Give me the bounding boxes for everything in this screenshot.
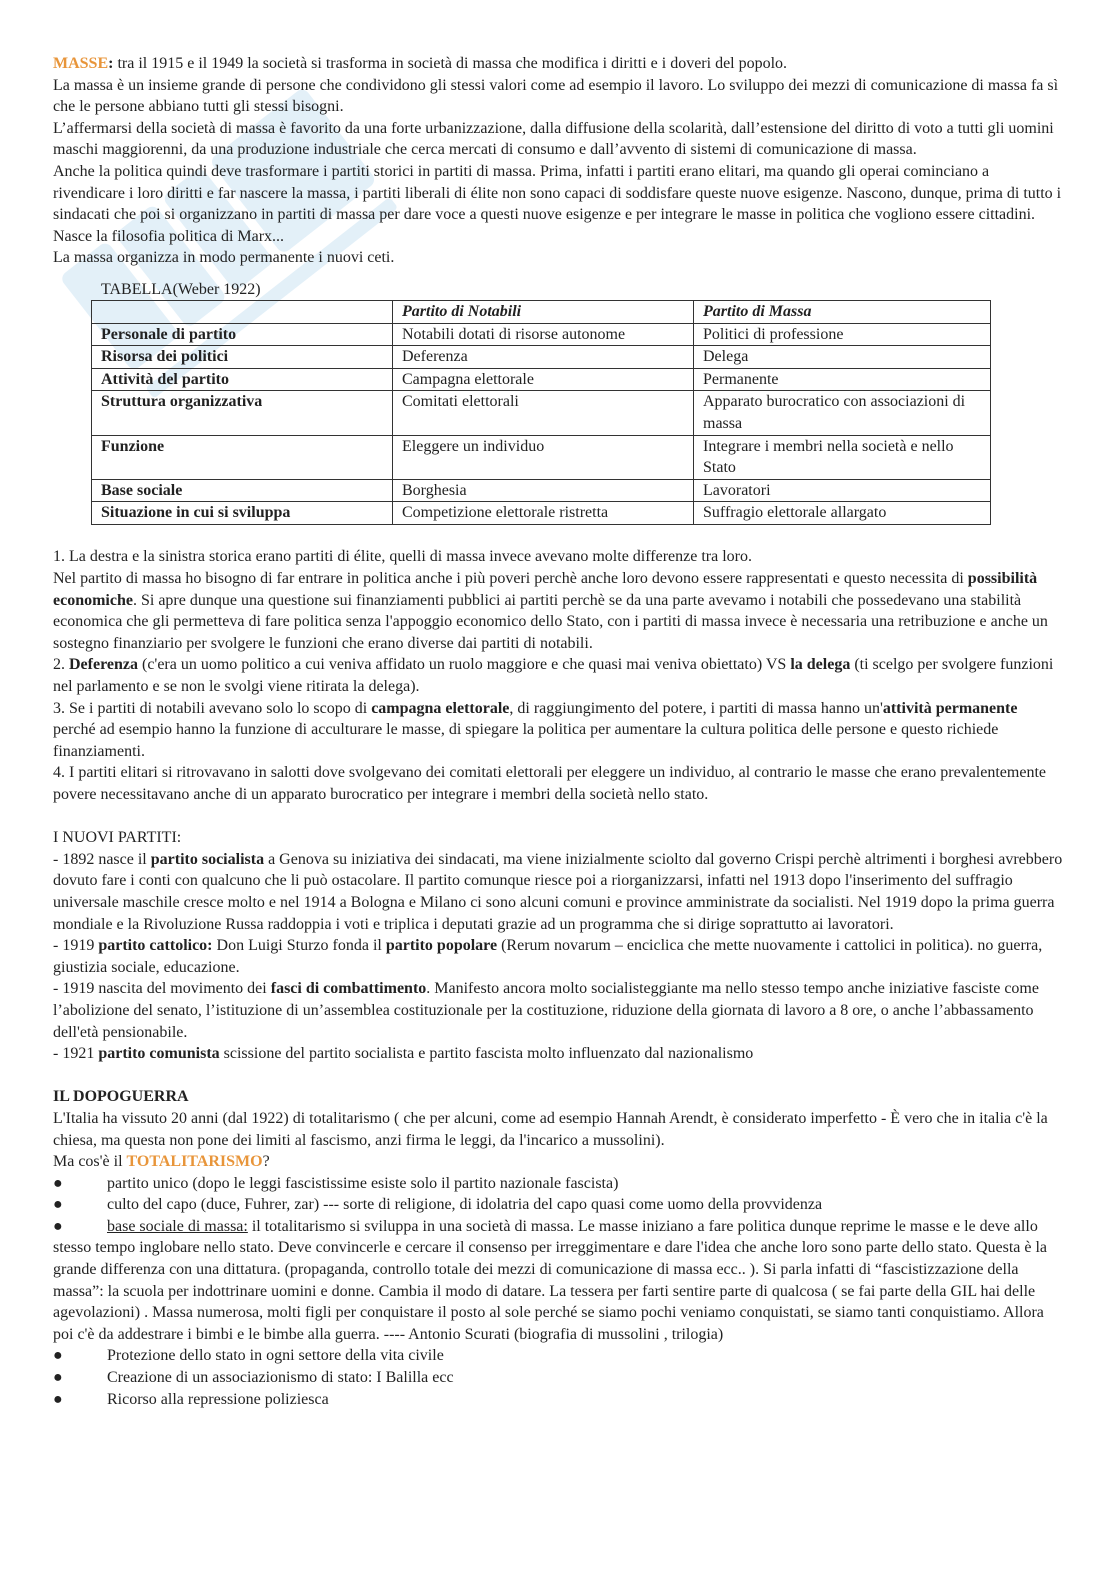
fasci-item: - 1919 nascita del movimento dei fasci di combattimento. Manifesto ancora molto socialisteggiante ma nello stesso tempo anche iniziative fasciste come l’abolizione del senato, l’istituzione di un’assemblea costituzionale per la costituzione, riduzione della giornata di lavoro a 8 ore, o anche l’abbassamento dell'età pensionabile. [53,980,1039,1041]
table-cell: Deferenza [393,346,694,369]
partito-socialista-item: - 1892 nasce il partito socialista a Genova su iniziativa dei sindacati, ma viene inizialmente sciolto dal governo Crispi perchè altrimenti i borghesi avrebbero dovuto fare i conti con qualcuno che li può ostacolare. Il partito comunque riesce poi a riorganizzarsi, infatti nel 1913 dopo l'inserimento del suffragio universale maschile cresce molto e nel 1914 a Bologna e Milano ci sono alcuni comuni e province amministrate da socialisti. Nel 1919 dopo la prima guerra mondiale e la Rivoluzione Russa raddoppia i voti e triplica i deputati grazie ad un programma che si dirige soprattutto ai lavoratori. [53,850,1063,933]
nuovi-partiti-title: I NUOVI PARTITI: [53,829,182,847]
list-item: ● culto del capo (duce, Fuhrer, zar) --- sorte di religione, di idolatria del capo quasi come uomo della provvidenza [53,1194,1063,1216]
list-item: ● base sociale di massa: il totalitarismo si sviluppa in una società di massa. Le masse iniziano a fare politica dunque reprime le masse e le deve allo stesso tempo inglobare nello stato. Deve convincerle e cercare il consenso per irreggimentare e dare l'idea che anche loro sono parte dello stato. Questa è la grande differenza con una dittatura. (propaganda, controllo totale dei mezzi di comunicazione di massa ecc.. ). Si parla infatti di “fascistizzazione della massa”: la scuola per indottrinare uomini e donne. Cambia il modo di datare. La tessera per farti sentire parte di qualcosa ( se fai parte della GIL hai delle agevolazioni) . Massa numerosa, molti figli per conquistare il posto al sole perché se siamo pochi veniamo conquistati, se siamo tanti conquistiamo. Allora poi c'è da addestrare i bimbi e le bimbe alla guerra. ---- Antonio Scurati (biografia di mussolini , trilogia) [53,1217,1048,1343]
table-cell: Attività del partito [92,368,393,391]
bullet-icon: ● [53,1174,63,1192]
table-row [92,502,991,525]
weber-table-section [91,279,991,525]
table-cell: Borghesia [393,479,694,502]
table-header-row [92,300,991,323]
note-4: 4. I partiti elitari si ritrovavano in salotti dove svolgevano dei comitati elettorali per eleggere un individuo, al contrario le masse che erano prevalentemente povere necessitavano anche di un apparato burocratico per integrare i membri della società nello stato. [53,764,1046,803]
list-item: ● partito unico (dopo le leggi fascistissime esiste solo il partito nazionale fascista) [53,1173,1063,1195]
bullet-icon: ● [53,1390,63,1408]
list-item: ● Ricorso alla repressione poliziesca [53,1389,1063,1411]
bullet-icon: ● [53,1369,63,1387]
dopoguerra-paragraph: L'Italia ha vissuto 20 anni (dal 1922) di totalitarismo ( che per alcuni, come ad esempio Hannah Arendt, è considerato imperfetto - È vero che in italia c'è la chiesa, ma questa non pone dei limiti al fascismo, anzi firma le leggi, da l'incarico a mussolini). [53,1109,1048,1149]
table-row [92,323,991,346]
table-cell: Integrare i membri nella società e nello Stato [694,435,991,479]
table-cell: Situazione in cui si sviluppa [92,502,393,525]
table-cell: Comitati elettorali [393,391,694,435]
table-header-cell [92,300,393,323]
table-cell: Funzione [92,435,393,479]
intro-paragraph-4: Anche la politica quindi deve trasformare i partiti storici in partiti di massa. Prima, infatti i partiti erano elitari, ma quando gli operai cominciano a rivendicare i loro diritti e far nascere la massa, i partiti liberali di élite non sono capaci di soddisfare queste nuove esigenze. Nascono, dunque, prima di tutto i sindacati che poi si organizzano in partiti di massa per dare voce a questi nuove esigenze e per integrare le masse in politica che vogliono essere cittadini. Nasce la filosofia politica di Marx... [53,162,1062,245]
note-2: 2. Deferenza (c'era un uomo politico a cui veniva affidato un ruolo maggiore e che quasi mai veniva obiettato) VS la delega (ti scelgo per svolgere funzioni nel parlamento e se non le svolgi viene ritirata la delega). [53,656,1054,696]
table-cell: Campagna elettorale [393,368,694,391]
table-cell: Notabili dotati di risorse autonome [393,323,694,346]
table-cell: Risorsa dei politici [92,346,393,369]
note-1b: Nel partito di massa ho bisogno di far entrare in politica anche i più poveri perchè anche loro devono essere rappresentati e questo necessita di possibilità economiche. Si apre dunque una questione sui finanziamenti pubblici ai partiti perchè se da una parte avevamo i notabili che possedevano una stabilità economica che gli permetteva di fare politica senza l'appoggio economico dello Stato, con i partiti di massa invece è necessaria una retribuzione e anche un sostegno finanziario per svolgere le funzioni che erano diverse dai partiti di notabili. [53,570,1048,652]
table-cell: Apparato burocratico con associazioni di massa [694,391,991,435]
table-row [92,391,991,435]
table-row [92,435,991,479]
table-cell: Struttura organizzativa [92,391,393,435]
dopoguerra-title: IL DOPOGUERRA [53,1088,189,1106]
intro-paragraph-1: MASSE: tra il 1915 e il 1949 la società si trasforma in società di massa che modifica i diritti e i doveri del popolo. [53,55,788,72]
table-cell: Personale di partito [92,323,393,346]
list-item: ● Protezione dello stato in ogni settore della vita civile [53,1345,1063,1367]
bullet-icon: ● [53,1347,63,1365]
intro-paragraph-5: La massa organizza in modo permanente i nuovi ceti. [53,249,395,267]
table-cell: Politici di professione [694,323,991,346]
table-cell: Competizione elettorale ristretta [393,502,694,525]
table-cell: Lavoratori [694,479,991,502]
note-3: 3. Se i partiti di notabili avevano solo lo scopo di campagna elettorale, di raggiungimento del potere, i partiti di massa hanno un'attività permanente perché ad esempio hanno la funzione di acculturare le masse, di spiegare la politica per aumentare la cultura politica delle persone e questo richiede finanziamenti. [53,699,1018,760]
table-row [92,346,991,369]
partito-comunista-item: - 1921 partito comunista scissione del partito socialista e partito fascista molto influenzato dal nazionalismo [53,1045,754,1063]
table-cell: Permanente [694,368,991,391]
weber-table [91,300,991,525]
masse-label: MASSE [53,55,109,72]
table-header-cell: Partito di Massa [694,300,991,323]
table-title: TABELLA(Weber 1922) [101,280,261,298]
intro-paragraph-3: L’affermarsi della società di massa è favorito da una forte urbanizzazione, dalla diffusione della scolarità, dall’estensione del diritto di voto a tutti gli uomini maschi maggiorenni, da una produzione industriale che cerca mercati di consumo e dall’avvento di sistemi di comunicazione di massa. [53,119,1054,159]
table-row [92,479,991,502]
list-item: ● Creazione di un associazionismo di stato: I Balilla ecc [53,1367,1063,1389]
table-cell: Base sociale [92,479,393,502]
note-1: 1. La destra e la sinistra storica erano partiti di élite, quelli di massa invece avevano molte differenze tra loro. [53,548,752,566]
intro-paragraph-2: La massa è un insieme grande di persone che condividono gli stessi valori come ad esempio il lavoro. Lo sviluppo dei mezzi di comunicazione di massa fa sì che le persone abbiano tutti gli stessi bisogni. [53,76,1059,116]
table-cell: Eleggere un individuo [393,435,694,479]
totalitarismo-question: Ma cos'è il TOTALITARISMO? [53,1153,270,1171]
document-page [53,53,1063,1410]
partito-cattolico-item: - 1919 partito cattolico: Don Luigi Sturzo fonda il partito popolare (Rerum novarum – enciclica che mette nuovamente i cattolici in politica). no guerra, giustizia sociale, educazione. [53,937,1043,976]
bullet-icon: ● [53,1196,63,1214]
table-cell: Delega [694,346,991,369]
table-row [92,368,991,391]
table-cell: Suffragio elettorale allargato [694,502,991,525]
table-header-cell: Partito di Notabili [393,300,694,323]
bullet-icon: ● [53,1217,63,1235]
